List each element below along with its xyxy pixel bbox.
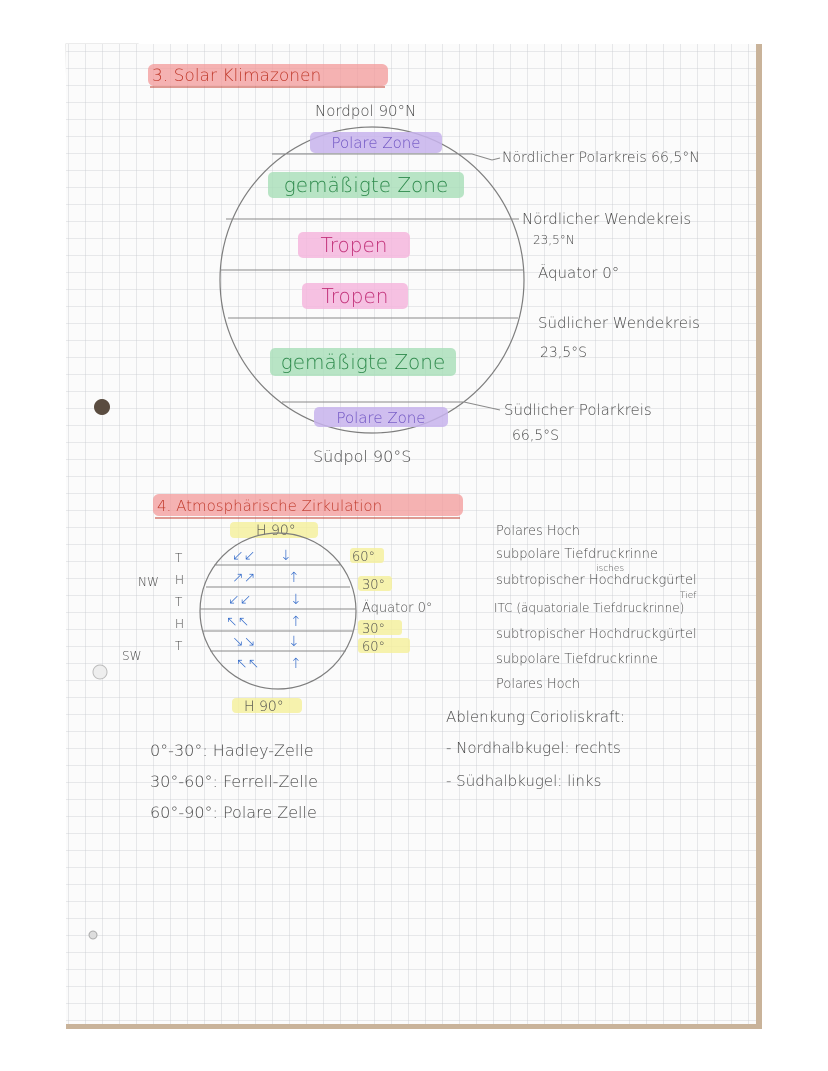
- label-tropic-south: Südlicher Wendekreis: [538, 314, 700, 332]
- lat-label-equator: Äquator 0°: [362, 601, 433, 616]
- binder-hole: [94, 399, 110, 415]
- lat-label-30s: 30°: [362, 622, 386, 637]
- svg-text:↙↙: ↙↙: [228, 592, 252, 608]
- label-polar-circle-south: Südlicher Polarkreis: [504, 401, 652, 419]
- svg-text:↘↘: ↘↘: [232, 634, 256, 650]
- svg-text:↖↖: ↖↖: [236, 656, 260, 672]
- binder-hole: [93, 665, 107, 679]
- lat-label-60s: 60°: [362, 640, 386, 655]
- deflection-north: - Nordhalbkugel: rechts: [446, 739, 621, 757]
- section3-heading: 3. Solar Klimazonen: [152, 66, 322, 86]
- zone-polar-north: Polare Zone: [331, 134, 421, 152]
- pressure-belt-6: subpolare Tiefdruckrinne: [496, 652, 658, 667]
- pressure-letter: T: [175, 551, 183, 565]
- zone-temperate-south: gemäßigte Zone: [280, 350, 446, 374]
- svg-text:↑: ↑: [290, 656, 302, 672]
- pressure-belt-1: Polares Hoch: [496, 524, 580, 539]
- label-equator: Äquator 0°: [538, 264, 620, 282]
- svg-text:↙↙: ↙↙: [232, 548, 256, 564]
- deflection-title: Ablenkung Corioliskraft:: [446, 708, 626, 726]
- label-tropic-north-degree: 23,5°N: [533, 233, 575, 247]
- lat-label-30n: 30°: [362, 578, 386, 593]
- pressure-belt-4: ITC (äquatoriale Tiefdruckrinne): [494, 601, 685, 615]
- north-pole-label: Nordpol 90°N: [315, 102, 417, 120]
- svg-text:↓: ↓: [288, 634, 300, 650]
- correction-note: isches: [596, 564, 625, 574]
- south-pole-label: Südpol 90°S: [313, 447, 412, 466]
- pressure-letter: H: [175, 573, 185, 587]
- pressure-belt-7: Polares Hoch: [496, 677, 580, 692]
- svg-text:↓: ↓: [290, 592, 302, 608]
- pressure-letter: T: [175, 595, 183, 609]
- section4-heading: 4. Atmosphärische Zirkulation: [157, 497, 383, 515]
- cell-ferrell: 30°-60°: Ferrell-Zelle: [150, 772, 318, 791]
- zone-tropics-north: Tropen: [320, 233, 388, 257]
- svg-text:↑: ↑: [290, 614, 302, 630]
- zone-temperate-north: gemäßigte Zone: [283, 173, 449, 197]
- correction-note: Tief: [680, 591, 697, 601]
- wind-label-sw: SW: [122, 649, 142, 663]
- pressure-belt-3: subtropischer Hochdruckgürtel: [496, 573, 697, 588]
- pressure-letter: H: [175, 617, 185, 631]
- label-polar-circle-south-degree: 66,5°S: [512, 428, 560, 444]
- cell-hadley: 0°-30°: Hadley-Zelle: [150, 741, 314, 760]
- pressure-belt-2: subpolare Tiefdruckrinne: [496, 547, 658, 562]
- svg-text:↖↖: ↖↖: [226, 614, 250, 630]
- pressure-belt-5: subtropischer Hochdruckgürtel: [496, 627, 697, 642]
- binder-hole: [89, 931, 97, 939]
- wind-label-nw: NW: [138, 575, 159, 589]
- deflection-south: - Südhalbkugel: links: [446, 772, 602, 790]
- top-pole-label: H 90°: [256, 523, 296, 539]
- label-tropic-north: Nördlicher Wendekreis: [522, 210, 692, 228]
- svg-text:↓: ↓: [280, 548, 292, 564]
- zone-tropics-south: Tropen: [321, 284, 389, 308]
- cell-polar: 60°-90°: Polare Zelle: [150, 803, 317, 822]
- label-polar-circle-north: Nördlicher Polarkreis 66,5°N: [502, 150, 700, 166]
- lat-label-60n: 60°: [352, 550, 376, 565]
- label-tropic-south-degree: 23,5°S: [540, 345, 588, 361]
- bottom-pole-label: H 90°: [244, 699, 284, 715]
- svg-text:↑: ↑: [288, 570, 300, 586]
- pressure-letter: T: [175, 639, 183, 653]
- svg-text:↗↗: ↗↗: [232, 570, 256, 586]
- zone-polar-south: Polare Zone: [336, 409, 426, 427]
